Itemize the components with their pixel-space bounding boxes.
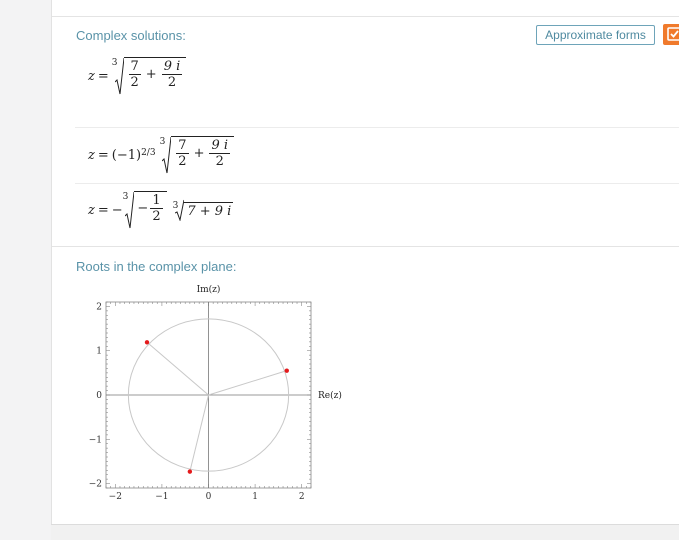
fraction-9i-2: [209, 138, 230, 169]
solution-3-lhs: z: [88, 202, 95, 218]
numerator: 1: [152, 192, 161, 208]
root-index: 3: [159, 137, 166, 147]
solution-1-lhs: z: [88, 68, 95, 84]
root-point-3: [188, 469, 192, 473]
root-spoke-3: [190, 395, 209, 472]
root-spoke-2: [147, 342, 209, 395]
solution-1-eq: =: [97, 68, 109, 84]
exponent: 2/3: [141, 148, 156, 158]
radicand: [134, 191, 166, 224]
x-tick-label: 2: [298, 492, 305, 502]
pod-divider-top: [52, 16, 679, 17]
inner-minus-sign: −: [137, 200, 149, 216]
numerator: 7: [130, 58, 139, 74]
approximate-forms-button[interactable]: Approximate forms: [536, 25, 655, 45]
pod-title-roots-plane: Roots in the complex plane:: [76, 259, 237, 274]
denominator: 2: [130, 74, 139, 90]
root-index: 3: [111, 58, 118, 68]
fraction-7-2: [129, 59, 141, 90]
y-tick-label: 1: [96, 346, 102, 357]
y-axis-label: Im(z): [196, 285, 221, 295]
numerator: 9 i: [211, 137, 229, 153]
roots-plot: [88, 280, 348, 510]
x-tick-label: −2: [108, 492, 122, 502]
fraction-1-2: [150, 193, 162, 224]
pod-title-complex-solutions: Complex solutions:: [76, 28, 186, 43]
radicand: [124, 57, 187, 90]
radicand: [171, 136, 234, 169]
solution-3: [88, 186, 233, 234]
y-tick-label: 2: [96, 302, 102, 313]
plus-sign: +: [193, 145, 205, 161]
y-tick-label: −1: [88, 435, 102, 446]
solution-2: [88, 131, 234, 179]
root-point-2: [145, 340, 149, 344]
fraction-9i-2: [162, 59, 183, 90]
minus-one-prefix: (−1): [111, 147, 142, 163]
inner-cube-root: [173, 199, 234, 221]
plus-sign: +: [145, 66, 157, 82]
checkbox-checked-icon[interactable]: [663, 24, 679, 45]
y-tick-label: 0: [96, 391, 102, 401]
solution-divider: [75, 127, 679, 128]
solution-1: [88, 52, 186, 100]
root-point-1: [285, 368, 289, 372]
x-axis-label: Re(z): [318, 391, 342, 401]
pod-divider: [52, 246, 679, 247]
minus-sign: −: [111, 202, 123, 218]
denominator: 2: [178, 153, 187, 169]
results-panel: [51, 0, 679, 525]
numerator: 7: [178, 137, 187, 153]
root-index: 3: [122, 192, 129, 202]
cube-root: [112, 56, 186, 96]
y-tick-label: −2: [88, 479, 102, 490]
solution-2-lhs: z: [88, 147, 95, 163]
denominator: 2: [152, 208, 161, 224]
cube-root: [160, 135, 234, 175]
outer-cube-root: [123, 190, 167, 230]
fraction-7-2: [176, 138, 188, 169]
numerator: 9 i: [163, 58, 181, 74]
panel-footer: [51, 524, 679, 540]
denominator: 2: [215, 153, 224, 169]
root-index: 3: [172, 201, 179, 211]
denominator: 2: [167, 74, 177, 90]
x-tick-label: 0: [205, 492, 212, 502]
radicand: 7 + 9 i: [184, 202, 233, 219]
x-tick-label: 1: [252, 492, 258, 502]
solution-2-eq: =: [97, 147, 109, 163]
x-tick-label: −1: [155, 492, 169, 502]
root-spoke-1: [209, 371, 287, 395]
solution-3-eq: =: [97, 202, 109, 218]
solution-divider: [75, 183, 679, 184]
